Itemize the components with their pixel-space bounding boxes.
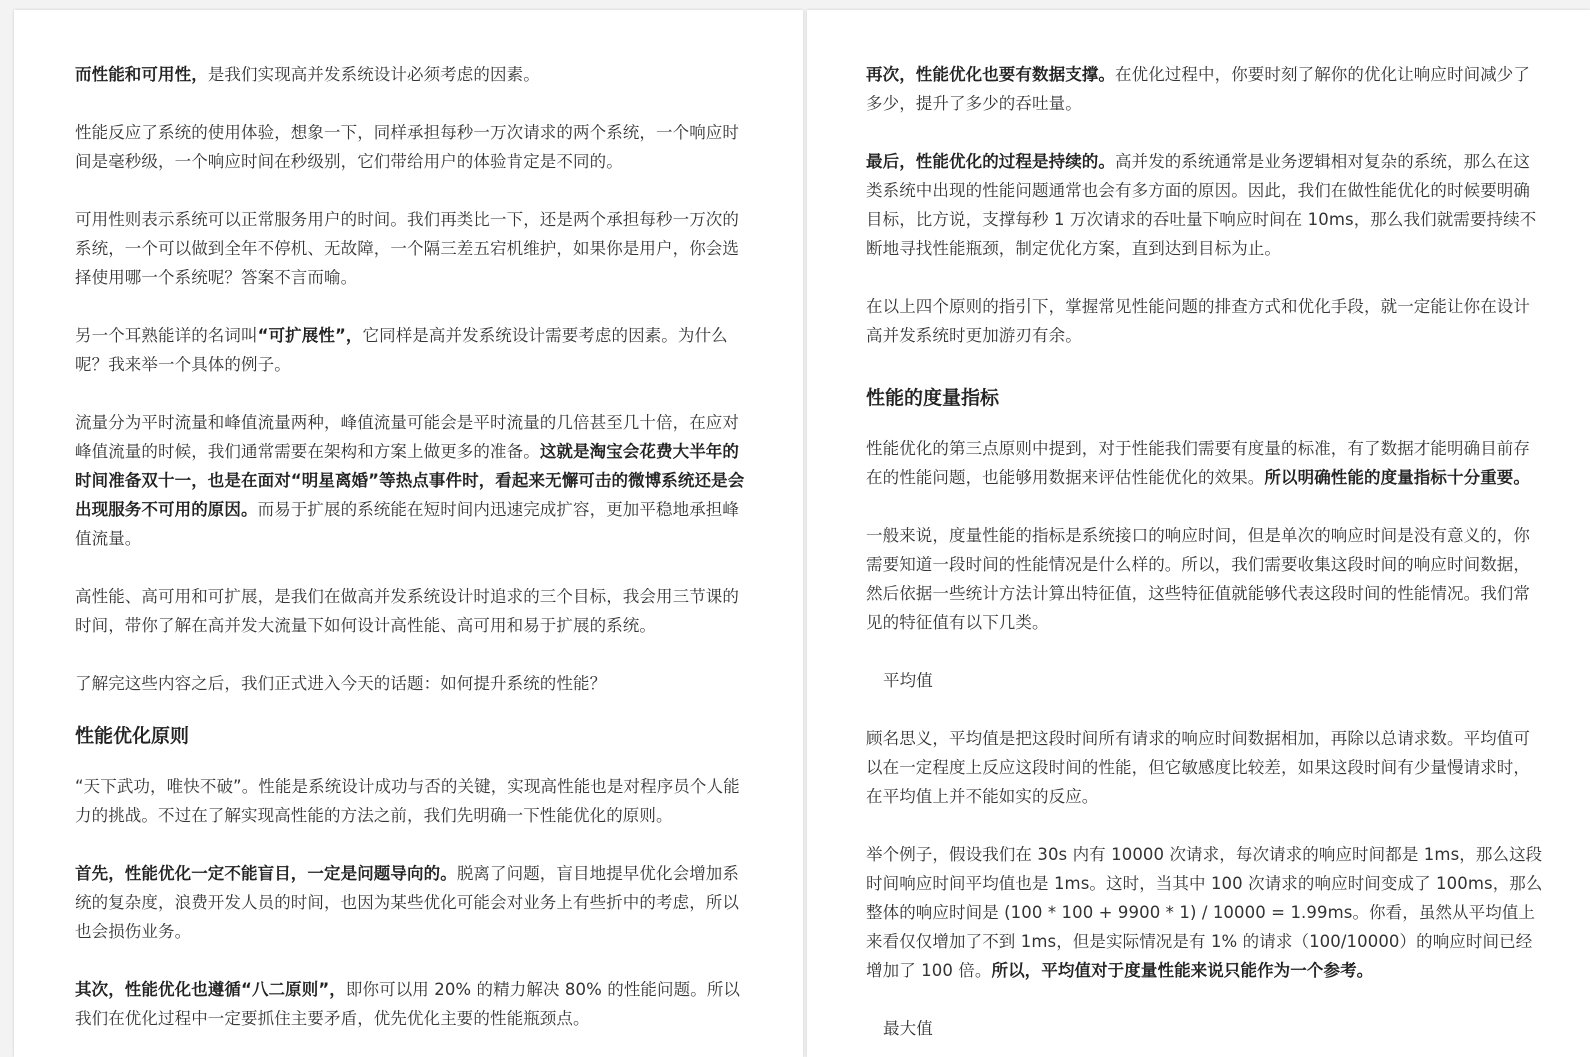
text: 性能优化的第三点原则中提到，对于性能我们需要有度量的标准，有了数据才能明确目前存在的性能问题，也能够用数据来评估性能优化的效果。 [866, 439, 1530, 487]
bold-text: “可扩展性”， [257, 326, 363, 345]
paragraph [866, 724, 1546, 811]
text: 一般来说，度量性能的指标是系统接口的响应时间，但是单次的响应时间是没有意义的，你需要知道一段时间的性能情况是什么样的。所以，我们需要收集这段时间的响应时间数据，然后依据一些统计方法计算出特征值，这些特征值就能够代表这段时间的性能情况。我们常见的特征值有以下几类。 [866, 526, 1530, 632]
paragraph [75, 669, 753, 698]
left-page [14, 10, 803, 1057]
paragraph [75, 118, 753, 176]
bold-text: 再次，性能优化也要有数据支撑。 [866, 65, 1115, 84]
paragraph [75, 408, 753, 553]
bold-text: 其次，性能优化也遵循“八二原则”， [75, 980, 346, 999]
text: 另一个耳熟能详的名词叫 [75, 326, 258, 345]
paragraph [866, 292, 1546, 350]
text: 而易于扩展的系统能在短时间内迅速完成扩容，更加平稳地承担峰值流量。 [75, 500, 740, 548]
text: 了解完这些内容之后，我们正式进入今天的话题：如何提升系统的性能？ [75, 674, 607, 693]
text: 是我们实现高并发系统设计必须考虑的因素。 [207, 65, 540, 84]
bold-text: 所以明确性能的度量指标十分重要。 [1264, 468, 1531, 487]
paragraph [866, 60, 1546, 118]
text: 在以上四个原则的指引下，掌握常见性能问题的排查方式和优化手段，就一定能让你在设计高并发系统时更加游刃有余。 [866, 297, 1530, 345]
text: 即你可以用 20% 的精力解决 80% 的性能问题。所以我们在优化过程中一定要抓住主要矛盾，优先优化主要的性能瓶颈点。 [75, 980, 741, 1028]
text: 流量分为平时流量和峰值流量两种，峰值流量可能会是平时流量的几倍甚至几十倍，在应对峰值流量的时候，我们通常需要在架构和方案上做更多的准备。 [75, 413, 739, 461]
paragraph [866, 147, 1546, 263]
section-heading: 性能优化原则 [75, 725, 190, 747]
section-heading: 性能的度量指标 [866, 387, 1000, 409]
text: 举个例子，假设我们在 30s 内有 10000 次请求，每次请求的响应时间都是 1ms，那么这段时间响应时间平均值也是 1ms。这时，当其中 100 次请求的响应时间变成了 100ms，那么整体的响应时间是 (100 * 100 + 9900 * 1) / 10000 = 1.99ms。你看，虽然从平均值上来看仅仅增加了不到 1ms，但是实际情况是有 1% 的请求（100/10000）的响应时间已经增加了 100 倍。 [866, 845, 1543, 980]
bold-text: 首先，性能优化一定不能盲目，一定是问题导向的。 [75, 864, 457, 883]
text: 它同样是高并发系统设计需要考虑的因素。为什么呢？我来举一个具体的例子。 [75, 326, 728, 374]
bold-text: 这就是淘宝会花费大半年的时间准备双十一，也是在面对“明星离婚”等热点事件时，看起来无懈可击的微博系统还是会出现服务不可用的原因。 [75, 442, 745, 519]
paragraph [866, 434, 1546, 492]
paragraph [75, 772, 753, 830]
text: 脱离了问题，盲目地提早优化会增加系统的复杂度，浪费开发人员的时间，也因为某些优化可能会对业务上有些折中的考虑，所以也会损伤业务。 [75, 864, 740, 941]
paragraph [75, 205, 753, 292]
text: 在优化过程中，你要时刻了解你的优化让响应时间减少了多少，提升了多少的吞吐量。 [866, 65, 1530, 113]
paragraph [75, 859, 753, 946]
paragraph [75, 321, 753, 379]
list-item-maximum: 最大值 [883, 1019, 933, 1038]
right-column [866, 10, 1546, 1043]
list-item-average: 平均值 [883, 671, 933, 690]
text: 顾名思义，平均值是把这段时间所有请求的响应时间数据相加，再除以总请求数。平均值可以在一定程度上反应这段时间的性能，但它敏感度比较差，如果这段时间有少量慢请求时，在平均值上并不能如实的反应。 [866, 729, 1530, 806]
text: 性能反应了系统的使用体验，想象一下，同样承担每秒一万次请求的两个系统，一个响应时间是毫秒级，一个响应时间在秒级别，它们带给用户的体验肯定是不同的。 [75, 123, 739, 171]
text: 高并发的系统通常是业务逻辑相对复杂的系统，那么在这类系统中出现的性能问题通常也会有多方面的原因。因此，我们在做性能优化的时候要明确目标，比方说，支撑每秒 1 万次请求的吞吐量下响应时间在 10ms，那么我们就需要持续不断地寻找性能瓶颈，制定优化方案，直到达到目标为止。 [866, 152, 1537, 258]
paragraph [75, 582, 753, 640]
left-column [75, 10, 753, 1033]
text: 可用性则表示系统可以正常服务用户的时间。我们再类比一下，还是两个承担每秒一万次的系统，一个可以做到全年不停机、无故障，一个隔三差五宕机维护，如果你是用户，你会选择使用哪一个系统呢？答案不言而喻。 [75, 210, 739, 287]
paragraph [866, 521, 1546, 637]
paragraph [75, 60, 753, 89]
text: “天下武功，唯快不破”。性能是系统设计成功与否的关键，实现高性能也是对程序员个人能力的挑战。不过在了解实现高性能的方法之前，我们先明确一下性能优化的原则。 [75, 777, 740, 825]
paragraph [866, 840, 1546, 985]
text: 高性能、高可用和可扩展，是我们在做高并发系统设计时追求的三个目标，我会用三节课的时间，带你了解在高并发大流量下如何设计高性能、高可用和易于扩展的系统。 [75, 587, 739, 635]
right-page [807, 10, 1590, 1057]
bold-text: 而性能和可用性， [75, 65, 208, 84]
bold-text: 所以，平均值对于度量性能来说只能作为一个参考。 [991, 961, 1374, 980]
paragraph [75, 975, 753, 1033]
bold-text: 最后，性能优化的过程是持续的。 [866, 152, 1115, 171]
